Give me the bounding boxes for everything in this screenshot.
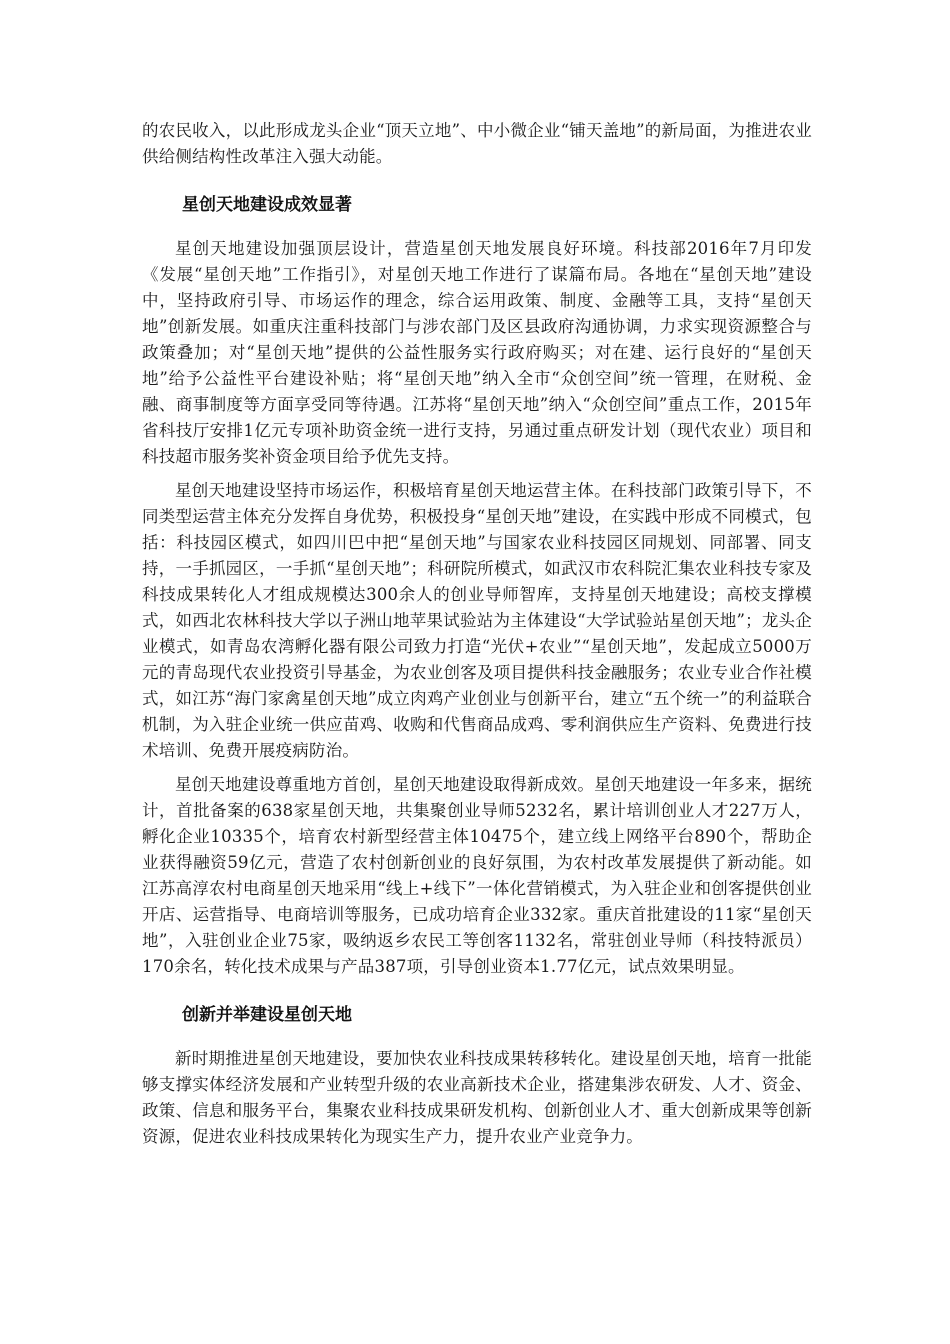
document-page [142, 118, 812, 1150]
intro-paragraph: 的农民收入，以此形成龙头企业“顶天立地”、中小微企业“铺天盖地”的新局面，为推进农业供给侧结构性改革注入强大动能。 [142, 121, 812, 166]
section1-paragraph-1: 星创天地建设加强顶层设计，营造星创天地发展良好环境。科技部2016年7月印发《发展“星创天地”工作指引》，对星创天地工作进行了谋篇布局。各地在“星创天地”建设中，坚持政府引导、市场运作的理念，综合运用政策、制度、金融等工具，支持“星创天地”创新发展。如重庆注重科技部门与涉农部门及区县政府沟通协调，力求实现资源整合与政策叠加；对“星创天地”提供的公益性服务实行政府购买；对在建、运行良好的“星创天地”给予公益性平台建设补贴；将“星创天地”纳入全市“众创空间”统一管理，在财税、金融、商事制度等方面享受同等待遇。江苏将“星创天地”纳入“众创空间”重点工作，2015年省科技厅安排1亿元专项补助资金统一进行支持，另通过重点研发计划（现代农业）项目和科技超市服务奖补资金项目给予优先支持。 [142, 239, 812, 466]
section1-paragraph-3: 星创天地建设尊重地方首创，星创天地建设取得新成效。星创天地建设一年多来，据统计，首批备案的638家星创天地，共集聚创业导师5232名，累计培训创业人才227万人，孵化企业10335个，培育农村新型经营主体10475个，建立线上网络平台890个，帮助企业获得融资59亿元，营造了农村创新创业的良好氛围，为农村改革发展提供了新动能。如江苏高淳农村电商星创天地采用“线上+线下”一体化营销模式，为入驻企业和创客提供创业开店、运营指导、电商培训等服务，已成功培育企业332家。重庆首批建设的11家“星创天地”，入驻创业企业75家，吸纳返乡农民工等创客1132名，常驻创业导师（科技特派员）170余名，转化技术成果与产品387项，引导创业资本1.77亿元，试点效果明显。 [142, 775, 812, 976]
section-heading-innovation: 创新并举建设星创天地 [182, 1005, 352, 1025]
section-heading-achievements: 星创天地建设成效显著 [182, 195, 352, 215]
section1-paragraph-2: 星创天地建设坚持市场运作，积极培育星创天地运营主体。在科技部门政策引导下，不同类型运营主体充分发挥自身优势，积极投身“星创天地”建设，在实践中形成不同模式，包括：科技园区模式，如四川巴中把“星创天地”与国家农业科技园区同规划、同部署、同支持，一手抓园区，一手抓“星创天地”；科研院所模式，如武汉市农科院汇集农业科技专家及科技成果转化人才组成规模达300余人的创业导师智库，支持星创天地建设；高校支撑模式，如西北农林科技大学以子洲山地苹果试验站为主体建设“大学试验站星创天地”；龙头企业模式，如青岛农湾孵化器有限公司致力打造“光伏+农业”“星创天地”，发起成立5000万元的青岛现代农业投资引导基金，为农业创客及项目提供科技金融服务；农业专业合作社模式，如江苏“海门家禽星创天地”成立肉鸡产业创业与创新平台，建立“五个统一”的利益联合机制，为入驻企业统一供应苗鸡、收购和代售商品成鸡、零利润供应生产资料、免费进行技术培训、免费开展疫病防治。 [142, 481, 812, 760]
section2-paragraph-1: 新时期推进星创天地建设，要加快农业科技成果转移转化。建设星创天地，培育一批能够支撑实体经济发展和产业转型升级的农业高新技术企业，搭建集涉农研发、人才、资金、政策、信息和服务平台，集聚农业科技成果研发机构、创新创业人才、重大创新成果等创新资源，促进农业科技成果转化为现实生产力，提升农业产业竞争力。 [142, 1049, 812, 1146]
